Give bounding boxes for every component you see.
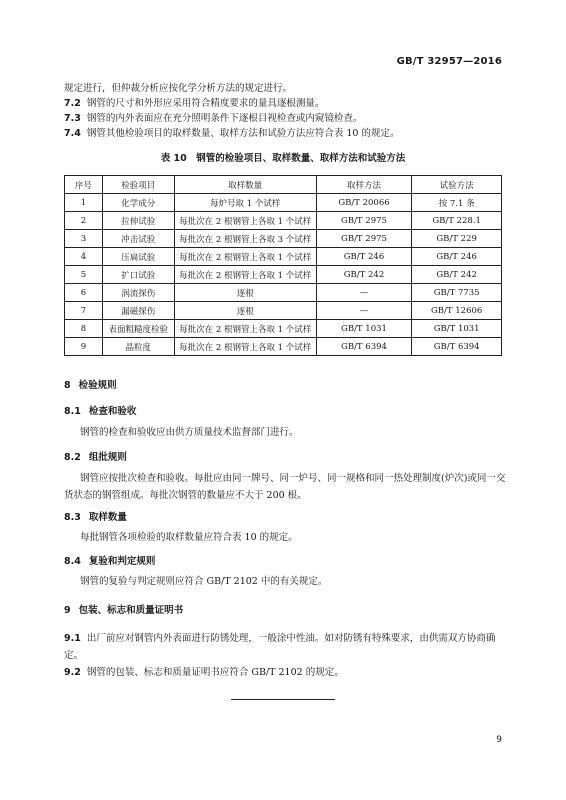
cell: 涡流探伤 bbox=[102, 284, 174, 302]
cell: — bbox=[316, 302, 412, 320]
cell: 4 bbox=[65, 248, 103, 266]
cell: GB/T 246 bbox=[316, 248, 412, 266]
table-row bbox=[65, 212, 502, 230]
cell: 每批次在 2 根钢管上各取 1 个试样 bbox=[174, 212, 316, 230]
section-9-1-text: 9.1 出厂前应对钢管内外表面进行防锈处理，一般涂中性油。如对防锈有特殊要求，由供需双方协商确定。 bbox=[64, 633, 496, 661]
cell: 每批次在 2 根钢管上各取 1 个试样 bbox=[174, 320, 316, 338]
cell: 5 bbox=[65, 266, 103, 284]
cell: 表面粗糙度检验 bbox=[102, 320, 174, 338]
section-9-2-text: 9.2 钢管的包装、标志和质量证明书应符合 GB/T 2102 的规定。 bbox=[64, 667, 344, 678]
header-quantity: 取样数量 bbox=[174, 176, 316, 194]
cell: 8 bbox=[65, 320, 103, 338]
cell: 7 bbox=[65, 302, 103, 320]
cell: 2 bbox=[65, 212, 103, 230]
section-8-2-heading: 8.2 组批规则 bbox=[64, 452, 127, 463]
cell: GB/T 246 bbox=[412, 248, 502, 266]
section-8-3-text: 每批钢管各项检验的取样数量应符合表 10 的规定。 bbox=[80, 532, 298, 543]
cell: 每炉号取 1 个试样 bbox=[174, 194, 316, 212]
section-9-heading: 9 包装、标志和质量证明书 bbox=[64, 605, 184, 616]
cell: 拉伸试验 bbox=[102, 212, 174, 230]
cell: GB/T 1031 bbox=[316, 320, 412, 338]
cell: 6 bbox=[65, 284, 103, 302]
table-row bbox=[65, 194, 502, 212]
cell: 每批次在 2 根钢管上各取 1 个试样 bbox=[174, 338, 316, 356]
cell: GB/T 1031 bbox=[412, 320, 502, 338]
cell: 每批次在 2 根钢管上各取 1 个试样 bbox=[174, 266, 316, 284]
clause-7-2: 7.2 钢管的尺寸和外形应采用符合精度要求的量具逐根测量。 bbox=[64, 98, 325, 109]
table-row bbox=[65, 230, 502, 248]
inspection-table bbox=[64, 175, 502, 356]
cell: GB/T 2975 bbox=[316, 230, 412, 248]
end-rule bbox=[231, 699, 335, 700]
section-8-4-heading: 8.4 复验和判定规则 bbox=[64, 556, 156, 567]
table-caption: 表 10 钢管的检验项目、取样数量、取样方法和试验方法 bbox=[160, 153, 406, 164]
cell: GB/T 229 bbox=[412, 230, 502, 248]
cell: GB/T 242 bbox=[316, 266, 412, 284]
table-row bbox=[65, 338, 502, 356]
cell: 逐根 bbox=[174, 284, 316, 302]
cell: — bbox=[316, 284, 412, 302]
section-8-1-text: 钢管的检查和验收应由供方质量技术监督部门进行。 bbox=[80, 427, 299, 438]
cell: 1 bbox=[65, 194, 103, 212]
cell: GB/T 12606 bbox=[412, 302, 502, 320]
cell: 压扁试验 bbox=[102, 248, 174, 266]
cell: GB/T 2975 bbox=[316, 212, 412, 230]
table-row bbox=[65, 284, 502, 302]
cell: 3 bbox=[65, 230, 103, 248]
page-number: 9 bbox=[496, 735, 502, 745]
cell: 9 bbox=[65, 338, 103, 356]
clause-7-4: 7.4 钢管其他检验项目的取样数量、取样方法和试验方法应符合表 10 的规定。 bbox=[64, 128, 400, 139]
intro-text-1: 规定进行，但仲裁分析应按化学分析方法的规定进行。 bbox=[64, 83, 293, 94]
cell: 漏磁探伤 bbox=[102, 302, 174, 320]
table-row bbox=[65, 302, 502, 320]
section-8-1-heading: 8.1 检查和验收 bbox=[64, 406, 137, 417]
cell: 化学成分 bbox=[102, 194, 174, 212]
clause-7-3: 7.3 钢管的内外表面应在充分照明条件下逐根目视检查或内窥镜检查。 bbox=[64, 113, 363, 124]
section-8-3-heading: 8.3 取样数量 bbox=[64, 512, 127, 523]
section-8-4-text: 钢管的复验与判定规则应符合 GB/T 2102 中的有关规定。 bbox=[80, 576, 328, 587]
standard-number: GB/T 32957—2016 bbox=[396, 56, 502, 67]
cell: 扩口试验 bbox=[102, 266, 174, 284]
header-test-method: 试验方法 bbox=[412, 176, 502, 194]
cell: GB/T 20066 bbox=[316, 194, 412, 212]
cell: 冲击试验 bbox=[102, 230, 174, 248]
cell: GB/T 6394 bbox=[412, 338, 502, 356]
cell: 按 7.1 条 bbox=[412, 194, 502, 212]
cell: GB/T 6394 bbox=[316, 338, 412, 356]
header-sampling-method: 取样方法 bbox=[316, 176, 412, 194]
cell: 晶粒度 bbox=[102, 338, 174, 356]
cell: GB/T 228.1 bbox=[412, 212, 502, 230]
cell: 逐根 bbox=[174, 302, 316, 320]
cell: GB/T 7735 bbox=[412, 284, 502, 302]
cell: GB/T 242 bbox=[412, 266, 502, 284]
table-header-row bbox=[65, 176, 502, 194]
table-row bbox=[65, 320, 502, 338]
cell: 每批次在 2 根钢管上各取 3 个试样 bbox=[174, 230, 316, 248]
section-8-heading: 8 检验规则 bbox=[64, 380, 117, 391]
table-row bbox=[65, 248, 502, 266]
cell: 每批次在 2 根钢管上各取 1 个试样 bbox=[174, 248, 316, 266]
table-row bbox=[65, 266, 502, 284]
section-8-2-text: 钢管应按批次检查和验收。每批应由同一牌号、同一炉号、同一规格和同一热处理制度(炉次)或同一交货状态的钢管组成。每批次钢管的数量应不大于 200 根。 bbox=[64, 473, 506, 501]
header-no: 序号 bbox=[65, 176, 103, 194]
header-item: 检验项目 bbox=[102, 176, 174, 194]
